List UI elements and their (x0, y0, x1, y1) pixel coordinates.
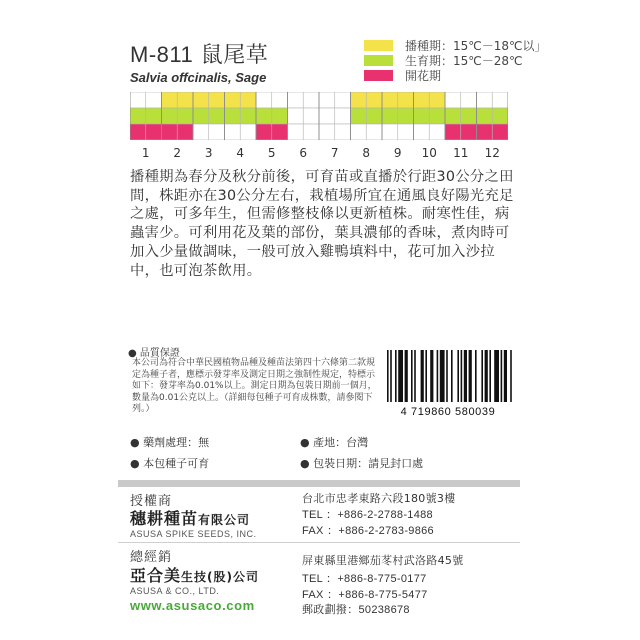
calendar-cell-sowing (240, 92, 256, 108)
month-label: 7 (330, 146, 339, 160)
barcode-bar (464, 350, 467, 402)
calendar-cell-growing (398, 108, 414, 124)
calendar-cell-sowing (492, 92, 508, 108)
calendar-cell-growing (193, 108, 209, 124)
calendar-cell-flowering (492, 124, 508, 140)
calendar-cell-flowering (303, 124, 319, 140)
licensor-fax: FAX ：+886-2-2783-9866 (302, 525, 434, 537)
calendar-cell-flowering (225, 124, 241, 140)
calendar-cell-sowing (162, 92, 178, 108)
barcode-bar (411, 350, 413, 402)
calendar-cell-growing (335, 108, 351, 124)
month-label: 4 (236, 146, 245, 160)
attr-sproutable: ● 本包種子可育 (130, 457, 210, 470)
calendar-cell-flowering (319, 124, 335, 140)
calendar-cell-sowing (445, 92, 461, 108)
calendar-cell-growing (225, 108, 241, 124)
calendar-cell-growing (256, 108, 272, 124)
calendar-cell-sowing (130, 92, 146, 108)
calendar-cell-sowing (461, 92, 477, 108)
barcode-bar (504, 350, 507, 402)
barcode-bar (481, 350, 483, 402)
calendar-cell-sowing (209, 92, 225, 108)
licensor-tel: TEL ：+886-2-2788-1488 (302, 509, 433, 521)
calendar-cell-sowing (351, 92, 367, 108)
calendar-cell-flowering (162, 124, 178, 140)
website-link[interactable]: www.asusaco.com (130, 598, 255, 613)
calendar-cell-flowering (240, 124, 256, 140)
calendar-cell-sowing (272, 92, 288, 108)
month-label: 1 (141, 146, 150, 160)
distributor-role: 總經銷 (130, 550, 173, 565)
legend-swatch-growing (364, 55, 393, 66)
attr-origin: ● 產地：台灣 (300, 436, 369, 449)
licensor-name-en: ASUSA SPIKE SEEDS, INC. (130, 529, 257, 539)
calendar-cell-flowering (398, 124, 414, 140)
barcode-bar (451, 350, 453, 402)
product-name: 鼠尾草 (200, 43, 269, 68)
product-title (130, 38, 268, 69)
attr-treatment: ● 藥劑處理：無 (130, 436, 210, 449)
calendar-cell-sowing (398, 92, 414, 108)
calendar-cell-flowering (256, 124, 272, 140)
licensor-role: 授權商 (130, 494, 173, 509)
barcode-bar (398, 350, 403, 402)
legend-swatch-sowing (364, 40, 393, 51)
product-code: M-811 (130, 42, 194, 67)
licensor-address: 台北市忠孝東路六段180號3樓 (302, 492, 456, 505)
calendar-cell-flowering (209, 124, 225, 140)
calendar-cell-growing (209, 108, 225, 124)
month-label: 11 (453, 146, 469, 160)
distributor-fax: FAX ：+886-8-775-5477 (302, 589, 428, 601)
calendar-cell-sowing (256, 92, 272, 108)
calendar-cell-flowering (382, 124, 398, 140)
calendar-cell-sowing (177, 92, 193, 108)
legend-label-flowering: 開花期 (405, 69, 442, 83)
calendar-cell-growing (351, 108, 367, 124)
calendar-cell-flowering (193, 124, 209, 140)
month-label: 5 (267, 146, 276, 160)
barcode-bar (461, 350, 463, 402)
calendar-cell-flowering (146, 124, 162, 140)
month-label: 9 (393, 146, 402, 160)
calendar-cell-growing (429, 108, 445, 124)
calendar-cell-growing (414, 108, 430, 124)
legend-sowing (364, 39, 547, 52)
distributor-tel: TEL ：+886-8-775-0177 (302, 573, 427, 585)
calendar-cell-growing (272, 108, 288, 124)
calendar-cell-flowering (477, 124, 493, 140)
barcode-bar (430, 350, 433, 402)
calendar-cell-sowing (303, 92, 319, 108)
calendar-cell-flowering (429, 124, 445, 140)
legend-flowering (364, 69, 441, 82)
calendar-cell-flowering (366, 124, 382, 140)
month-label: 3 (204, 146, 213, 160)
calendar-cell-sowing (382, 92, 398, 108)
barcode-bar (446, 350, 448, 402)
calendar-grid (130, 92, 508, 140)
separator-bar (118, 480, 520, 487)
calendar-cell-growing (177, 108, 193, 124)
distributor-postal: 郵政劃撥：50238678 (302, 604, 410, 616)
barcode-bar (421, 350, 424, 402)
calendar-cell-sowing (193, 92, 209, 108)
calendar-cell-sowing (288, 92, 304, 108)
calendar-cell-flowering (351, 124, 367, 140)
calendar-cell-sowing (477, 92, 493, 108)
calendar-cell-growing (319, 108, 335, 124)
description-text: 播種期為春分及秋分前後，可育苗或直播於行距30公分之田間，株距亦在30公分左右，栽植場所宜在通風良好陽光充足之處，可多年生，但需修整枝條以更新植株。耐寒性佳，病蟲害少。可利用花及葉的部份，葉具濃郁的香味，煮肉時可加入少量做調味，一般可放入雞鴨填料中，花可加入沙拉中，也可泡茶飲用。 (130, 169, 514, 279)
legend-growing (364, 54, 523, 67)
calendar-cell-sowing (319, 92, 335, 108)
calendar-cell-flowering (130, 124, 146, 140)
month-label: 8 (362, 146, 371, 160)
month-label: 6 (299, 146, 308, 160)
calendar-cell-sowing (146, 92, 162, 108)
distributor-name-main: 亞合美 (130, 566, 182, 585)
month-label: 12 (484, 146, 500, 160)
distributor-name (130, 563, 259, 586)
barcode-bars (384, 350, 514, 406)
attr-packing-date: ● 包裝日期：請見封口處 (300, 457, 424, 470)
section-divider (118, 542, 520, 543)
calendar-cell-growing (162, 108, 178, 124)
distributor-name-en: ASUSA & CO., LTD. (130, 586, 220, 596)
quality-text: 本公司為符合中華民國植物品種及種苗法第四十六條第二款規定為種子者，應標示發芽率及測定日期之強制性規定，特標示如下：發芽率為0.01%以上。測定日期為包裝日期前一個月，數量為0.01公克以上。（詳細每包種子可育成株數，請參閱下列。） (132, 358, 377, 415)
calendar-cell-growing (382, 108, 398, 124)
barcode-bar (494, 350, 499, 402)
calendar-cell-sowing (335, 92, 351, 108)
calendar-cell-growing (477, 108, 493, 124)
calendar-cell-flowering (335, 124, 351, 140)
barcode-bar (510, 350, 512, 402)
barcode-bar (501, 350, 503, 402)
barcode-bar (440, 350, 445, 402)
calendar-cell-flowering (414, 124, 430, 140)
barcode-bar (414, 350, 416, 402)
calendar-cell-growing (130, 108, 146, 124)
distributor-name-suffix: 生技(股)公司 (181, 570, 259, 584)
calendar-cell-growing (303, 108, 319, 124)
cultivation-calendar (130, 92, 508, 140)
distributor-address: 屏東縣里港鄉茄苳村武洛路45號 (302, 554, 464, 567)
barcode-bar (425, 350, 427, 402)
barcode-bar (485, 350, 488, 402)
barcode-bar (405, 350, 408, 402)
licensor-name-main: 穗耕種苗 (130, 509, 199, 528)
licensor-name (130, 506, 250, 529)
legend-label-growing: 生育期：15℃－28℃ (405, 54, 523, 68)
barcode-bar (469, 350, 472, 402)
calendar-cell-sowing (429, 92, 445, 108)
calendar-cell-growing (288, 108, 304, 124)
calendar-cell-growing (445, 108, 461, 124)
barcode-number: 4 719860 580039 (400, 406, 496, 418)
calendar-cell-flowering (445, 124, 461, 140)
calendar-cell-sowing (414, 92, 430, 108)
quality-title: ● 品質保證 (128, 348, 180, 359)
barcode-bar (395, 350, 397, 402)
calendar-cell-growing (366, 108, 382, 124)
calendar-cell-flowering (288, 124, 304, 140)
licensor-name-suffix: 有限公司 (198, 513, 251, 527)
calendar-cell-growing (240, 108, 256, 124)
barcode-bar (457, 350, 459, 402)
calendar-cell-sowing (225, 92, 241, 108)
month-label: 2 (173, 146, 182, 160)
calendar-cell-flowering (272, 124, 288, 140)
month-label: 10 (421, 146, 437, 160)
legend-swatch-flowering (364, 70, 393, 81)
barcode-bar (475, 350, 477, 402)
calendar-cell-growing (461, 108, 477, 124)
legend-label-sowing: 播種期：15℃－18℃以」 (405, 39, 547, 53)
calendar-cell-flowering (461, 124, 477, 140)
barcode-bar (387, 350, 389, 402)
scientific-name: Salvia offcinalis, Sage (130, 70, 267, 85)
calendar-cell-sowing (366, 92, 382, 108)
calendar-cell-growing (146, 108, 162, 124)
calendar-cell-growing (492, 108, 508, 124)
barcode-bar (489, 350, 491, 402)
calendar-cell-flowering (177, 124, 193, 140)
barcode-bar (390, 350, 392, 402)
barcode-bar (437, 350, 439, 402)
